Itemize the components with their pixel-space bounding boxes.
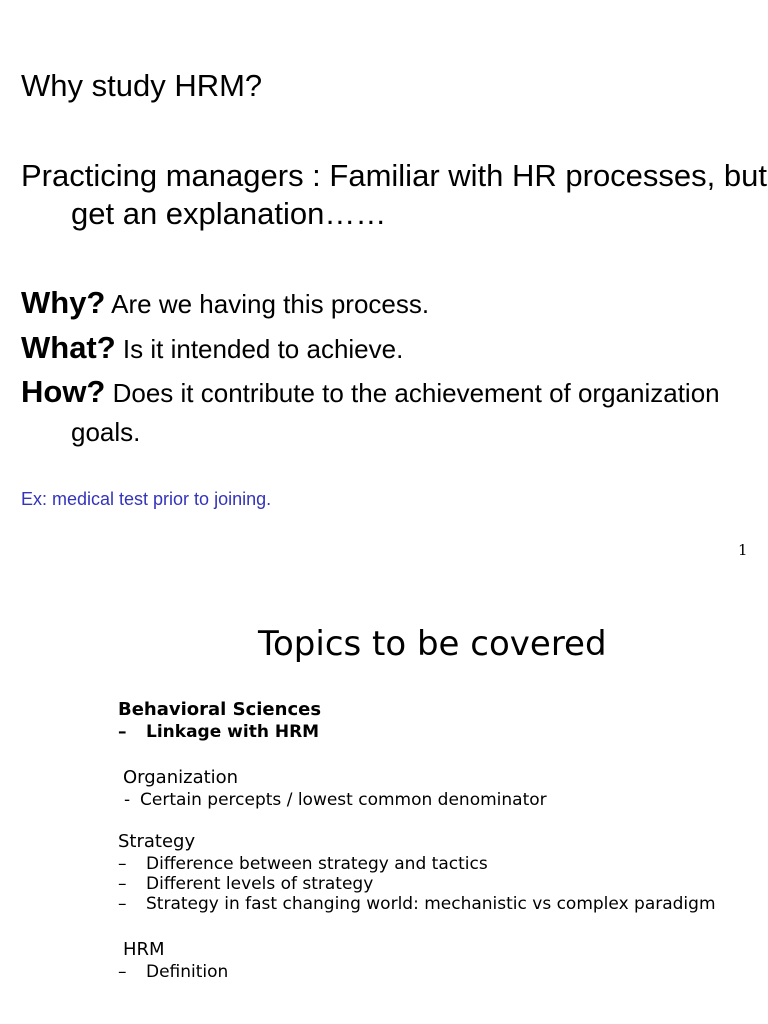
dash-bullet: – xyxy=(118,854,127,874)
managers-paragraph: Practicing managers : Familiar with HR processes, but get an explanation…… xyxy=(21,158,767,231)
list-item xyxy=(118,854,718,874)
slide-title: Topics to be covered xyxy=(258,624,607,664)
list-item-text: Different levels of strategy xyxy=(146,874,374,894)
list-item xyxy=(118,790,718,810)
question-word: What? xyxy=(21,330,116,365)
slide-title: Why study HRM? xyxy=(21,68,263,103)
list-item-text: Certain percepts / lowest common denominator xyxy=(140,790,547,810)
section-heading: Strategy xyxy=(118,831,196,852)
question-why xyxy=(21,286,768,326)
list-item-text: Difference between strategy and tactics xyxy=(146,854,488,874)
list-item-text: Linkage with HRM xyxy=(146,722,320,742)
topics-list xyxy=(118,698,718,982)
list-item xyxy=(118,962,718,982)
question-text: Are we having this process. xyxy=(105,289,430,319)
list-item-text: Definition xyxy=(146,962,229,982)
list-item xyxy=(118,894,718,914)
example-note: Ex: medical test prior to joining. xyxy=(21,489,272,509)
list-item xyxy=(118,874,718,894)
list-item xyxy=(118,722,718,742)
section-heading: Organization xyxy=(123,767,239,788)
dash-bullet: - xyxy=(124,790,131,810)
dash-bullet: – xyxy=(118,894,127,914)
dash-bullet: – xyxy=(118,722,127,742)
question-what xyxy=(21,331,768,371)
section-heading: Behavioral Sciences xyxy=(118,699,322,720)
question-text: Is it intended to achieve. xyxy=(115,334,404,364)
question-text: Does it contribute to the achievement of organization goals. xyxy=(71,378,720,447)
question-word: Why? xyxy=(21,285,106,320)
dash-bullet: – xyxy=(118,962,127,982)
dash-bullet: – xyxy=(118,874,127,894)
question-how xyxy=(21,375,768,454)
list-item-text: Strategy in fast changing world: mechanistic vs complex paradigm xyxy=(146,894,716,914)
section-heading: HRM xyxy=(123,939,165,960)
question-word: How? xyxy=(21,374,106,409)
page-number: 1 xyxy=(738,541,748,559)
